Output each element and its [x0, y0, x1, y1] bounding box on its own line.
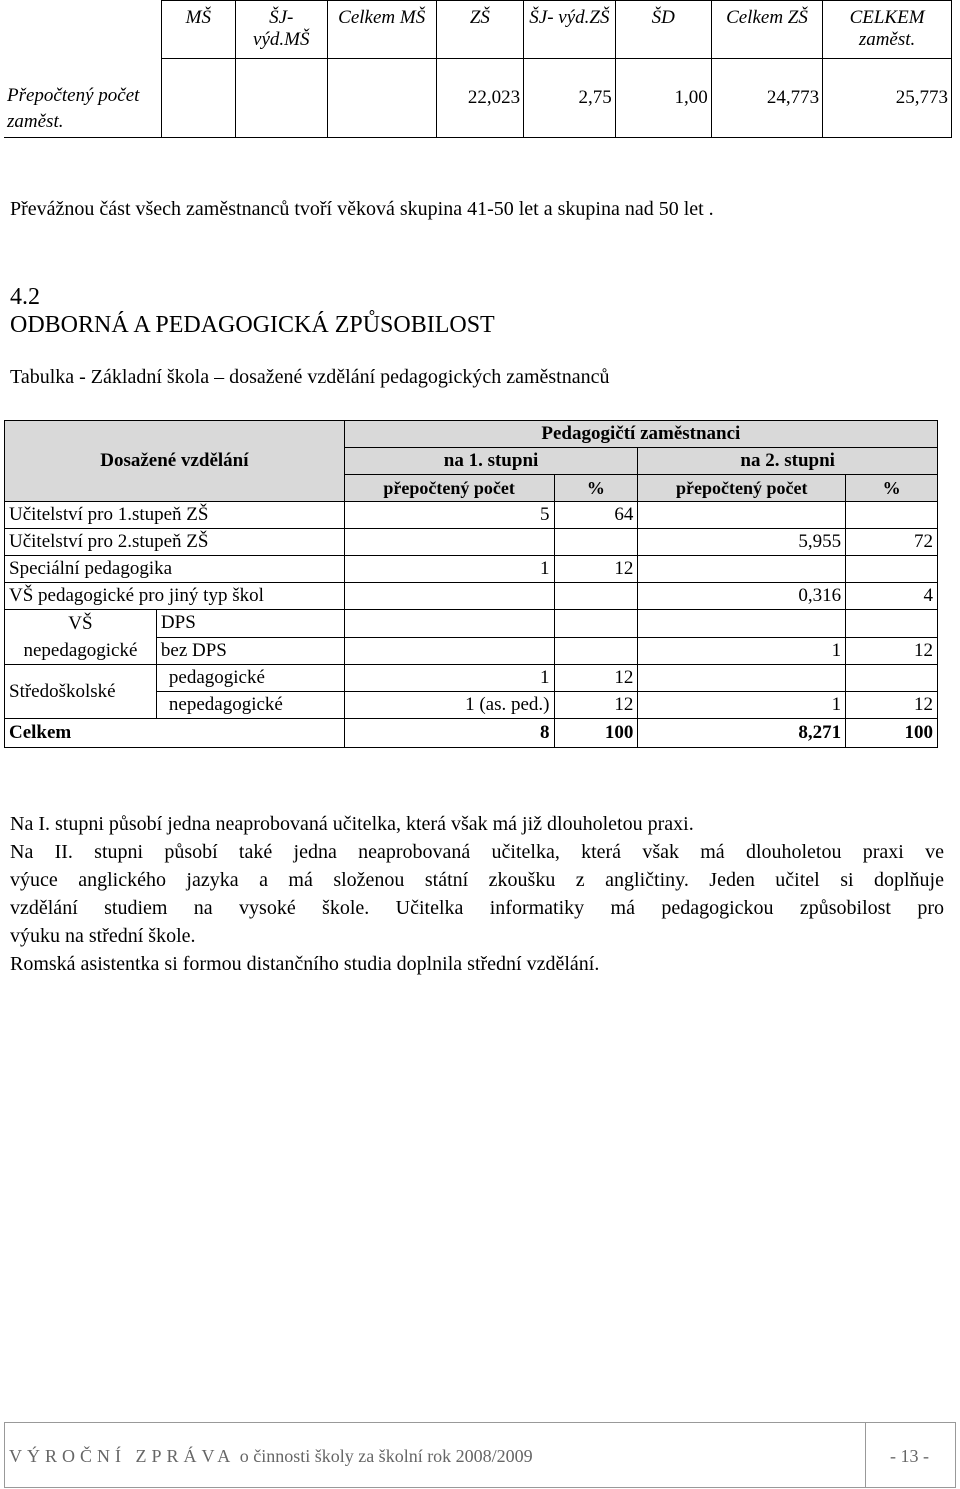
table-row	[5, 502, 938, 529]
row-label: DPS	[156, 610, 344, 638]
section-number: 4.2	[10, 284, 40, 310]
table-row	[5, 665, 938, 692]
header-stage-1: na 1. stupni	[344, 448, 638, 475]
row-label: bez DPS	[156, 637, 344, 665]
cell-pct-1: 12	[554, 692, 638, 719]
cell-count-1: 5	[344, 502, 554, 529]
cell-count-2	[638, 556, 846, 583]
cell-count-2: 0,316	[638, 583, 846, 610]
row-label: pedagogické	[156, 665, 344, 692]
note-line: vzdělání studiem na vysoké škole. Učitelka informatiky má pedagogickou způsobilost pro	[10, 897, 944, 919]
value-sj-ms	[235, 59, 327, 138]
row-label-recalculated: Přepočtený počet zaměst.	[4, 1, 161, 138]
header-total-staff: CELKEM zaměst.	[823, 1, 952, 59]
header-count-2: přepočtený počet	[638, 475, 846, 502]
value-total-zs: 24,773	[711, 59, 822, 138]
cell-count-1	[344, 637, 554, 665]
cell-pct-1	[554, 529, 638, 556]
value-ms	[161, 59, 235, 138]
note-line: výuku na střední škole.	[10, 925, 196, 947]
note-line: Romská asistentka si formou distančního studia doplnila střední vzdělání.	[10, 953, 600, 975]
table-caption: Tabulka - Základní škola – dosažené vzdělání pedagogických zaměstnanců	[10, 366, 610, 388]
note-line: Na I. stupni působí jedna neaprobovaná učitelka, která však má již dlouholetou praxi.	[10, 813, 694, 835]
value-sd: 1,00	[615, 59, 711, 138]
header-ms: MŠ	[161, 1, 235, 59]
cell-pct-1: 12	[554, 665, 638, 692]
cell-pct-2	[846, 610, 938, 638]
value-sj-zs: 2,75	[524, 59, 616, 138]
cell-pct-2	[846, 665, 938, 692]
header-sd: ŠD	[615, 1, 711, 59]
cell-pct-1-total: 100	[554, 719, 638, 748]
cell-pct-2: 12	[846, 692, 938, 719]
age-group-sentence: Převážnou část všech zaměstnanců tvoří věková skupina 41-50 let a skupina nad 50 let .	[10, 198, 714, 220]
cell-count-2	[638, 502, 846, 529]
cell-count-1: 1 (as. ped.)	[344, 692, 554, 719]
header-sj-ms: ŠJ- výd.MŠ	[235, 1, 327, 59]
value-total-staff: 25,773	[823, 59, 952, 138]
header-pedagogical-staff: Pedagogičtí zaměstnanci	[344, 421, 937, 448]
cell-count-2: 1	[638, 692, 846, 719]
header-pct-2: %	[846, 475, 938, 502]
row-label: VŠ pedagogické pro jiný typ škol	[5, 583, 345, 610]
section-title: ODBORNÁ A PEDAGOGICKÁ ZPŮSOBILOST	[10, 312, 495, 338]
header-stage-2: na 2. stupni	[638, 448, 938, 475]
value-total-ms	[327, 59, 436, 138]
cell-pct-1: 12	[554, 556, 638, 583]
table-row-total	[5, 719, 938, 748]
note-line: výuce anglického jazyka a má složenou státní zkoušku z angličtiny. Jeden učitel si doplňuje	[10, 869, 944, 891]
cell-count-2: 1	[638, 637, 846, 665]
header-count-1: přepočtený počet	[344, 475, 554, 502]
qualification-table	[4, 420, 938, 748]
table-row	[5, 583, 938, 610]
cell-pct-2	[846, 502, 938, 529]
header-education: Dosažené vzdělání	[5, 421, 345, 502]
table-row	[5, 556, 938, 583]
group-label-nonped: nepedagogické	[23, 640, 138, 661]
cell-count-2: 5,955	[638, 529, 846, 556]
notes-paragraph	[10, 810, 944, 978]
group-label-vs-non-ped	[5, 610, 157, 665]
group-label-secondary: Středoškolské	[5, 665, 157, 719]
cell-count-1: 1	[344, 665, 554, 692]
cell-pct-1	[554, 637, 638, 665]
footer-report-name: VÝROČNÍ ZPRÁVA	[9, 1446, 236, 1466]
table-row	[5, 610, 938, 638]
footer-title	[9, 1446, 533, 1467]
header-total-ms: Celkem MŠ	[327, 1, 436, 59]
cell-pct-2: 72	[846, 529, 938, 556]
cell-count-1	[344, 529, 554, 556]
cell-pct-1: 64	[554, 502, 638, 529]
row-label: Učitelství pro 1.stupeň ZŠ	[5, 502, 345, 529]
note-line: Na II. stupni působí také jedna neaprobovaná učitelka, která však má dlouholetou praxi ve	[10, 841, 944, 863]
footer-subtitle: o činnosti školy za školní rok 2008/2009	[239, 1446, 533, 1466]
header-zs: ZŠ	[436, 1, 523, 59]
cell-pct-1	[554, 610, 638, 638]
page-footer	[4, 1422, 956, 1488]
cell-count-1	[344, 610, 554, 638]
cell-count-1	[344, 583, 554, 610]
staff-count-table	[4, 0, 952, 138]
header-pct-1: %	[554, 475, 638, 502]
cell-count-2-total: 8,271	[638, 719, 846, 748]
row-label: Učitelství pro 2.stupeň ZŠ	[5, 529, 345, 556]
table-row	[5, 529, 938, 556]
group-label-vs: VŠ	[68, 613, 93, 634]
cell-pct-1	[554, 583, 638, 610]
footer-title-cell	[5, 1423, 866, 1487]
cell-count-1-total: 8	[344, 719, 554, 748]
header-sj-zs: ŠJ- výd.ZŠ	[524, 1, 616, 59]
cell-count-2	[638, 610, 846, 638]
cell-count-1: 1	[344, 556, 554, 583]
cell-pct-2: 12	[846, 637, 938, 665]
header-total-zs: Celkem ZŠ	[711, 1, 822, 59]
value-zs: 22,023	[436, 59, 523, 138]
cell-pct-2-total: 100	[846, 719, 938, 748]
row-label: Speciální pedagogika	[5, 556, 345, 583]
page-number: - 13 -	[890, 1446, 929, 1466]
cell-count-2	[638, 665, 846, 692]
row-label: nepedagogické	[156, 692, 344, 719]
row-label-total: Celkem	[5, 719, 345, 748]
cell-pct-2: 4	[846, 583, 938, 610]
cell-pct-2	[846, 556, 938, 583]
